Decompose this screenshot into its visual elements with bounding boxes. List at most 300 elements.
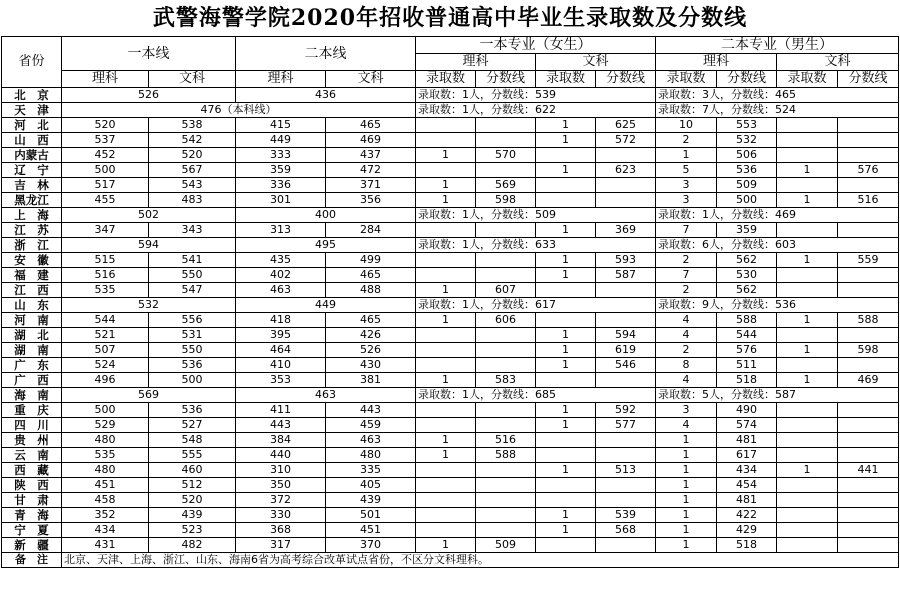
erben-major-wenke-score <box>838 448 899 463</box>
table-row <box>2 523 899 538</box>
erben-major-like-score: 562 <box>717 283 777 298</box>
province-cell: 安 徽 <box>2 253 62 268</box>
yiben-major-summary: 录取数：1人，分数线：622 <box>416 103 656 118</box>
yiben-like-score: 507 <box>62 343 149 358</box>
yiben-major-like-count <box>416 328 476 343</box>
erben-major-like-score: 429 <box>717 523 777 538</box>
yiben-line-merged: 502 <box>62 208 236 223</box>
yiben-major-wenke-score: 369 <box>596 223 656 238</box>
yiben-major-wenke-score: 592 <box>596 403 656 418</box>
table-row <box>2 118 899 133</box>
erben-major-summary: 录取数：3人，分数线：465 <box>656 88 899 103</box>
header-erben-major: 二本专业（男生） <box>656 37 899 54</box>
erben-major-wenke-score: 588 <box>838 313 899 328</box>
header-yiben-major-wenke: 文科 <box>536 54 656 71</box>
yiben-major-like-count: 1 <box>416 448 476 463</box>
yiben-like-score: 520 <box>62 118 149 133</box>
header-erben-major-wenke: 文科 <box>777 54 899 71</box>
table-row <box>2 133 899 148</box>
yiben-major-wenke-score: 568 <box>596 523 656 538</box>
erben-major-like-count: 1 <box>656 493 717 508</box>
erben-major-like-score: 562 <box>717 253 777 268</box>
table-row <box>2 253 899 268</box>
yiben-major-like-count <box>416 343 476 358</box>
header-yiben-major-like: 理科 <box>416 54 536 71</box>
table-row <box>2 178 899 193</box>
erben-line-merged: 449 <box>236 298 416 313</box>
erben-major-like-score: 532 <box>717 133 777 148</box>
yiben-like-score: 455 <box>62 193 149 208</box>
header-count: 录取数 <box>416 71 476 88</box>
erben-wenke-score: 371 <box>326 178 416 193</box>
yiben-wenke-score: 541 <box>149 253 236 268</box>
erben-major-wenke-count: 1 <box>777 373 838 388</box>
yiben-major-like-score <box>476 163 536 178</box>
erben-major-like-score: 481 <box>717 493 777 508</box>
erben-wenke-score: 465 <box>326 268 416 283</box>
yiben-major-like-count <box>416 223 476 238</box>
province-cell: 四 川 <box>2 418 62 433</box>
erben-wenke-score: 426 <box>326 328 416 343</box>
yiben-major-like-score <box>476 478 536 493</box>
province-cell: 云 南 <box>2 448 62 463</box>
yiben-major-summary: 录取数：1人，分数线：617 <box>416 298 656 313</box>
erben-like-score: 333 <box>236 148 326 163</box>
erben-wenke-score: 526 <box>326 343 416 358</box>
table-row <box>2 418 899 433</box>
yiben-line-merged: 594 <box>62 238 236 253</box>
erben-major-wenke-score: 469 <box>838 373 899 388</box>
yiben-like-score: 431 <box>62 538 149 553</box>
erben-major-like-score: 553 <box>717 118 777 133</box>
yiben-major-like-count <box>416 523 476 538</box>
yiben-wenke-score: 482 <box>149 538 236 553</box>
erben-like-score: 301 <box>236 193 326 208</box>
yiben-major-like-count <box>416 163 476 178</box>
erben-major-like-count: 2 <box>656 133 717 148</box>
erben-wenke-score: 469 <box>326 133 416 148</box>
erben-major-like-count: 2 <box>656 343 717 358</box>
erben-wenke-score: 463 <box>326 433 416 448</box>
yiben-major-wenke-score: 577 <box>596 418 656 433</box>
province-cell: 福 建 <box>2 268 62 283</box>
erben-major-like-score: 530 <box>717 268 777 283</box>
erben-major-wenke-count <box>777 148 838 163</box>
erben-major-like-count: 5 <box>656 163 717 178</box>
yiben-major-like-score: 598 <box>476 193 536 208</box>
province-cell: 湖 北 <box>2 328 62 343</box>
erben-wenke-score: 335 <box>326 463 416 478</box>
erben-major-like-count: 3 <box>656 403 717 418</box>
erben-like-score: 359 <box>236 163 326 178</box>
yiben-major-wenke-score <box>596 178 656 193</box>
erben-major-like-count: 1 <box>656 433 717 448</box>
yiben-major-like-score <box>476 133 536 148</box>
yiben-major-wenke-count <box>536 373 596 388</box>
province-cell: 北 京 <box>2 88 62 103</box>
yiben-major-like-score <box>476 223 536 238</box>
yiben-major-like-score <box>476 268 536 283</box>
yiben-like-score: 524 <box>62 358 149 373</box>
note-label: 备 注 <box>2 553 62 568</box>
yiben-major-like-count <box>416 118 476 133</box>
table-row <box>2 508 899 523</box>
yiben-major-wenke-count: 1 <box>536 328 596 343</box>
header-yiben-like: 理科 <box>62 71 149 88</box>
erben-like-score: 410 <box>236 358 326 373</box>
yiben-like-score: 458 <box>62 493 149 508</box>
erben-major-like-count: 1 <box>656 463 717 478</box>
table-row <box>2 388 899 403</box>
yiben-major-wenke-score: 572 <box>596 133 656 148</box>
yiben-major-wenke-count <box>536 148 596 163</box>
table-row <box>2 343 899 358</box>
erben-major-wenke-score: 559 <box>838 253 899 268</box>
header-yiben-line: 一本线 <box>62 37 236 71</box>
erben-major-like-count: 1 <box>656 523 717 538</box>
yiben-major-like-score <box>476 508 536 523</box>
erben-major-like-count: 1 <box>656 508 717 523</box>
yiben-major-like-score <box>476 403 536 418</box>
yiben-wenke-score: 531 <box>149 328 236 343</box>
header-province: 省份 <box>2 37 62 88</box>
erben-wenke-score: 405 <box>326 478 416 493</box>
province-cell: 甘 肃 <box>2 493 62 508</box>
table-row <box>2 238 899 253</box>
table-row <box>2 163 899 178</box>
erben-like-score: 350 <box>236 478 326 493</box>
yiben-like-score: 352 <box>62 508 149 523</box>
erben-major-wenke-count <box>777 493 838 508</box>
yiben-major-wenke-score: 546 <box>596 358 656 373</box>
erben-major-like-score: 481 <box>717 433 777 448</box>
table-row <box>2 358 899 373</box>
yiben-major-wenke-count: 1 <box>536 223 596 238</box>
yiben-major-like-score <box>476 493 536 508</box>
erben-major-wenke-count: 1 <box>777 343 838 358</box>
yiben-major-like-score: 570 <box>476 148 536 163</box>
erben-major-wenke-score <box>838 283 899 298</box>
erben-like-score: 440 <box>236 448 326 463</box>
erben-wenke-score: 465 <box>326 118 416 133</box>
erben-major-wenke-score <box>838 523 899 538</box>
yiben-major-wenke-score: 593 <box>596 253 656 268</box>
erben-major-like-score: 544 <box>717 328 777 343</box>
header-score: 分数线 <box>476 71 536 88</box>
erben-major-wenke-count <box>777 283 838 298</box>
erben-major-like-count: 1 <box>656 448 717 463</box>
yiben-major-like-count: 1 <box>416 283 476 298</box>
yiben-major-wenke-count: 1 <box>536 118 596 133</box>
erben-major-like-score: 434 <box>717 463 777 478</box>
yiben-major-wenke-score <box>596 148 656 163</box>
province-cell: 辽 宁 <box>2 163 62 178</box>
yiben-major-like-count <box>416 133 476 148</box>
province-cell: 内蒙古 <box>2 148 62 163</box>
erben-major-like-count: 4 <box>656 373 717 388</box>
header-score: 分数线 <box>838 71 899 88</box>
erben-major-like-score: 454 <box>717 478 777 493</box>
yiben-major-like-score <box>476 343 536 358</box>
yiben-wenke-score: 343 <box>149 223 236 238</box>
erben-major-like-count: 10 <box>656 118 717 133</box>
table-row <box>2 193 899 208</box>
yiben-like-score: 500 <box>62 163 149 178</box>
yiben-major-wenke-count: 1 <box>536 508 596 523</box>
erben-wenke-score: 480 <box>326 448 416 463</box>
erben-major-wenke-score: 516 <box>838 193 899 208</box>
yiben-wenke-score: 527 <box>149 418 236 433</box>
yiben-like-score: 452 <box>62 148 149 163</box>
yiben-major-like-score <box>476 328 536 343</box>
province-cell: 山 东 <box>2 298 62 313</box>
erben-major-wenke-count: 1 <box>777 313 838 328</box>
yiben-major-summary: 录取数：1人，分数线：539 <box>416 88 656 103</box>
erben-major-wenke-score <box>838 478 899 493</box>
yiben-major-like-count: 1 <box>416 178 476 193</box>
yiben-like-score: 496 <box>62 373 149 388</box>
yiben-wenke-score: 512 <box>149 478 236 493</box>
yiben-major-like-count <box>416 493 476 508</box>
yiben-wenke-score: 556 <box>149 313 236 328</box>
erben-major-wenke-score <box>838 148 899 163</box>
erben-major-wenke-score <box>838 328 899 343</box>
erben-major-wenke-count <box>777 403 838 418</box>
table-row <box>2 448 899 463</box>
yiben-wenke-score: 536 <box>149 358 236 373</box>
erben-major-like-count: 8 <box>656 358 717 373</box>
yiben-wenke-score: 567 <box>149 163 236 178</box>
erben-major-like-score: 574 <box>717 418 777 433</box>
yiben-major-like-count <box>416 268 476 283</box>
erben-like-score: 353 <box>236 373 326 388</box>
yiben-major-like-score <box>476 523 536 538</box>
table-row <box>2 223 899 238</box>
erben-like-score: 330 <box>236 508 326 523</box>
province-cell: 吉 林 <box>2 178 62 193</box>
province-cell: 黑龙江 <box>2 193 62 208</box>
erben-major-wenke-score: 576 <box>838 163 899 178</box>
table-row <box>2 298 899 313</box>
yiben-major-like-score: 588 <box>476 448 536 463</box>
erben-like-score: 402 <box>236 268 326 283</box>
erben-major-wenke-score <box>838 418 899 433</box>
province-cell: 河 南 <box>2 313 62 328</box>
yiben-like-score: 537 <box>62 133 149 148</box>
erben-major-like-count: 1 <box>656 148 717 163</box>
yiben-major-wenke-count: 1 <box>536 343 596 358</box>
erben-like-score: 443 <box>236 418 326 433</box>
erben-major-summary: 录取数：9人，分数线：536 <box>656 298 899 313</box>
header-count: 录取数 <box>777 71 838 88</box>
yiben-major-like-count: 1 <box>416 313 476 328</box>
province-cell: 浙 江 <box>2 238 62 253</box>
erben-like-score: 395 <box>236 328 326 343</box>
erben-line-merged: 495 <box>236 238 416 253</box>
header-erben-line: 二本线 <box>236 37 416 71</box>
erben-wenke-score: 430 <box>326 358 416 373</box>
erben-major-wenke-count <box>777 508 838 523</box>
erben-major-wenke-count <box>777 523 838 538</box>
erben-wenke-score: 370 <box>326 538 416 553</box>
yiben-major-like-score: 516 <box>476 433 536 448</box>
erben-major-like-score: 536 <box>717 163 777 178</box>
yiben-like-score: 347 <box>62 223 149 238</box>
erben-like-score: 310 <box>236 463 326 478</box>
erben-major-wenke-count <box>777 223 838 238</box>
erben-like-score: 368 <box>236 523 326 538</box>
erben-like-score: 415 <box>236 118 326 133</box>
province-cell: 陕 西 <box>2 478 62 493</box>
note-row <box>2 553 899 568</box>
erben-wenke-score: 501 <box>326 508 416 523</box>
erben-major-wenke-score <box>838 178 899 193</box>
yiben-major-wenke-count <box>536 193 596 208</box>
yiben-major-wenke-count: 1 <box>536 268 596 283</box>
erben-major-summary: 录取数：5人，分数线：587 <box>656 388 899 403</box>
header-count: 录取数 <box>536 71 596 88</box>
erben-like-score: 418 <box>236 313 326 328</box>
erben-wenke-score: 439 <box>326 493 416 508</box>
yiben-wenke-score: 548 <box>149 433 236 448</box>
yiben-major-like-count: 1 <box>416 373 476 388</box>
province-cell: 青 海 <box>2 508 62 523</box>
province-cell: 天 津 <box>2 103 62 118</box>
yiben-wenke-score: 543 <box>149 178 236 193</box>
header-score: 分数线 <box>596 71 656 88</box>
erben-wenke-score: 356 <box>326 193 416 208</box>
header-yiben-wenke: 文科 <box>149 71 236 88</box>
yiben-like-score: 480 <box>62 433 149 448</box>
erben-major-like-count: 2 <box>656 283 717 298</box>
erben-major-like-score: 588 <box>717 313 777 328</box>
erben-major-like-score: 500 <box>717 193 777 208</box>
erben-major-like-count: 7 <box>656 268 717 283</box>
province-cell: 江 西 <box>2 283 62 298</box>
yiben-major-like-count: 1 <box>416 433 476 448</box>
yiben-major-wenke-count <box>536 283 596 298</box>
erben-major-wenke-count <box>777 358 838 373</box>
yiben-like-score: 544 <box>62 313 149 328</box>
erben-major-wenke-count <box>777 133 838 148</box>
province-cell: 西 藏 <box>2 463 62 478</box>
erben-major-wenke-count <box>777 268 838 283</box>
yiben-major-wenke-count: 1 <box>536 403 596 418</box>
table-row <box>2 328 899 343</box>
yiben-major-summary: 录取数：1人，分数线：509 <box>416 208 656 223</box>
yiben-major-wenke-count: 1 <box>536 523 596 538</box>
yiben-major-wenke-score <box>596 373 656 388</box>
table-row <box>2 478 899 493</box>
yiben-major-wenke-score: 625 <box>596 118 656 133</box>
erben-like-score: 435 <box>236 253 326 268</box>
yiben-major-like-count: 1 <box>416 538 476 553</box>
yiben-major-wenke-score <box>596 433 656 448</box>
erben-major-wenke-score <box>838 223 899 238</box>
yiben-like-score: 434 <box>62 523 149 538</box>
yiben-major-like-score: 607 <box>476 283 536 298</box>
erben-major-wenke-count: 1 <box>777 193 838 208</box>
header-erben-wenke: 文科 <box>326 71 416 88</box>
erben-major-summary: 录取数：7人，分数线：524 <box>656 103 899 118</box>
yiben-major-summary: 录取数：1人，分数线：685 <box>416 388 656 403</box>
yiben-line-merged: 526 <box>62 88 236 103</box>
erben-major-wenke-count <box>777 433 838 448</box>
province-cell: 湖 南 <box>2 343 62 358</box>
erben-major-wenke-count <box>777 448 838 463</box>
erben-like-score: 411 <box>236 403 326 418</box>
yiben-like-score: 500 <box>62 403 149 418</box>
yiben-like-score: 516 <box>62 268 149 283</box>
yiben-wenke-score: 538 <box>149 118 236 133</box>
erben-major-wenke-score <box>838 358 899 373</box>
erben-like-score: 463 <box>236 283 326 298</box>
yiben-major-wenke-score <box>596 283 656 298</box>
erben-major-like-score: 518 <box>717 373 777 388</box>
yiben-major-like-score <box>476 358 536 373</box>
erben-like-score: 372 <box>236 493 326 508</box>
erben-major-like-count: 3 <box>656 178 717 193</box>
erben-major-like-score: 422 <box>717 508 777 523</box>
yiben-major-wenke-count: 1 <box>536 133 596 148</box>
yiben-major-wenke-count <box>536 178 596 193</box>
erben-major-wenke-count <box>777 538 838 553</box>
erben-major-like-score: 509 <box>717 178 777 193</box>
yiben-like-score: 515 <box>62 253 149 268</box>
header-erben-major-like: 理科 <box>656 54 777 71</box>
table-row <box>2 103 899 118</box>
erben-major-like-score: 359 <box>717 223 777 238</box>
erben-like-score: 317 <box>236 538 326 553</box>
province-cell: 新 疆 <box>2 538 62 553</box>
erben-wenke-score: 459 <box>326 418 416 433</box>
yiben-like-score: 529 <box>62 418 149 433</box>
admission-table <box>1 36 899 568</box>
erben-wenke-score: 488 <box>326 283 416 298</box>
province-cell: 海 南 <box>2 388 62 403</box>
erben-major-wenke-score <box>838 118 899 133</box>
erben-major-like-score: 617 <box>717 448 777 463</box>
table-row <box>2 463 899 478</box>
table-row <box>2 313 899 328</box>
province-cell: 山 西 <box>2 133 62 148</box>
yiben-wenke-score: 523 <box>149 523 236 538</box>
erben-major-wenke-count <box>777 178 838 193</box>
yiben-wenke-score: 500 <box>149 373 236 388</box>
yiben-wenke-score: 439 <box>149 508 236 523</box>
erben-wenke-score: 472 <box>326 163 416 178</box>
yiben-major-wenke-score: 619 <box>596 343 656 358</box>
yiben-wenke-score: 542 <box>149 133 236 148</box>
yiben-like-score: 521 <box>62 328 149 343</box>
erben-major-like-score: 576 <box>717 343 777 358</box>
yiben-major-wenke-score: 623 <box>596 163 656 178</box>
yiben-major-like-score: 509 <box>476 538 536 553</box>
province-cell: 河 北 <box>2 118 62 133</box>
yiben-major-wenke-count <box>536 433 596 448</box>
yiben-major-wenke-count: 1 <box>536 253 596 268</box>
erben-line-merged: 400 <box>236 208 416 223</box>
yiben-major-wenke-count <box>536 493 596 508</box>
erben-major-like-score: 490 <box>717 403 777 418</box>
erben-major-like-count: 4 <box>656 328 717 343</box>
erben-major-wenke-score <box>838 133 899 148</box>
yiben-major-wenke-score <box>596 478 656 493</box>
erben-wenke-score: 284 <box>326 223 416 238</box>
header-erben-like: 理科 <box>236 71 326 88</box>
yiben-major-wenke-count <box>536 448 596 463</box>
yiben-line-merged: 569 <box>62 388 236 403</box>
